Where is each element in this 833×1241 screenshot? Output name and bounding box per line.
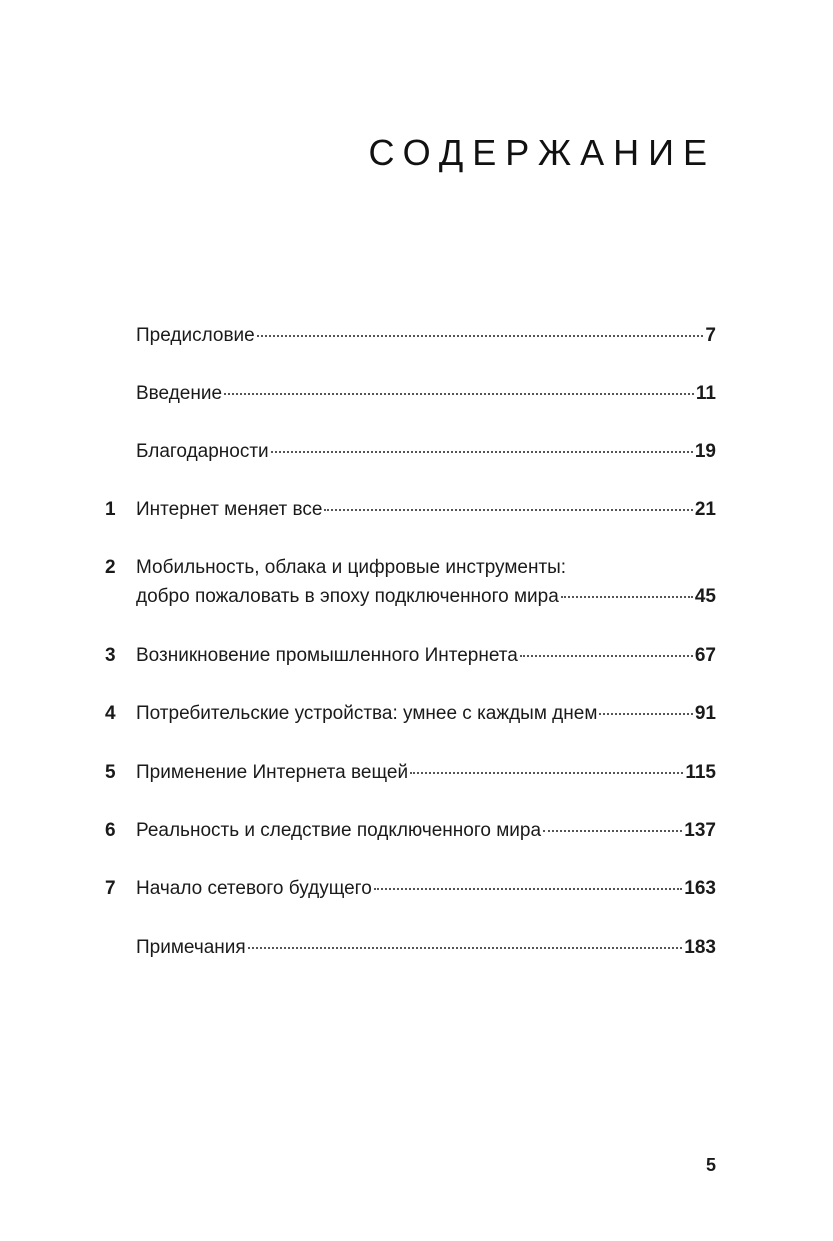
dot-leader [224, 392, 694, 395]
chapter-number: 5 [105, 762, 116, 783]
dot-leader [599, 712, 692, 715]
dot-leader [520, 654, 693, 657]
page-number: 19 [694, 441, 716, 462]
entry-title: Реальность и следствие подключенного мира [136, 820, 542, 841]
page-number: 183 [684, 937, 716, 958]
page-number: 11 [695, 383, 716, 404]
page-number: 67 [694, 645, 716, 666]
dot-leader [561, 595, 693, 598]
entry-title: Введение [136, 383, 223, 404]
entry-title: Возникновение промышленного Интернета [136, 645, 518, 666]
entry-title: Интернет меняет все [136, 499, 323, 520]
page-number: 163 [684, 878, 716, 899]
chapter-number: 7 [105, 878, 116, 899]
entry-title: Применение Интернета вещей [136, 762, 409, 783]
page-number: 21 [694, 499, 716, 520]
page-number: 91 [694, 703, 716, 724]
entry-title: Начало сетевого будущего [136, 878, 372, 899]
dot-leader [374, 887, 683, 890]
dot-leader [248, 946, 683, 949]
page-number: 137 [684, 820, 716, 841]
entry-title: Потребительские устройства: умнее с каждым днем [136, 703, 598, 724]
dot-leader [271, 450, 693, 453]
page-title: СОДЕРЖАНИЕ [368, 132, 716, 174]
entry-title: добро пожаловать в эпоху подключенного мира [136, 586, 559, 607]
entry-title: Примечания [136, 937, 246, 958]
page-number: 115 [685, 762, 716, 783]
page-number: 45 [694, 586, 716, 607]
dot-leader [257, 334, 704, 337]
chapter-number: 2 [105, 557, 116, 578]
page-number: 7 [705, 325, 716, 346]
dot-leader [543, 829, 682, 832]
chapter-number: 3 [105, 645, 116, 666]
entry-title-line-1: Мобильность, облака и цифровые инструменты: [136, 557, 567, 578]
dot-leader [324, 508, 692, 511]
page-folio: 5 [705, 1155, 716, 1175]
chapter-number: 6 [105, 820, 116, 841]
chapter-number: 4 [105, 703, 116, 724]
entry-title: Предисловие [136, 325, 255, 346]
dot-leader [410, 771, 683, 774]
entry-title: Благодарности [136, 441, 269, 462]
chapter-number: 1 [105, 499, 116, 520]
